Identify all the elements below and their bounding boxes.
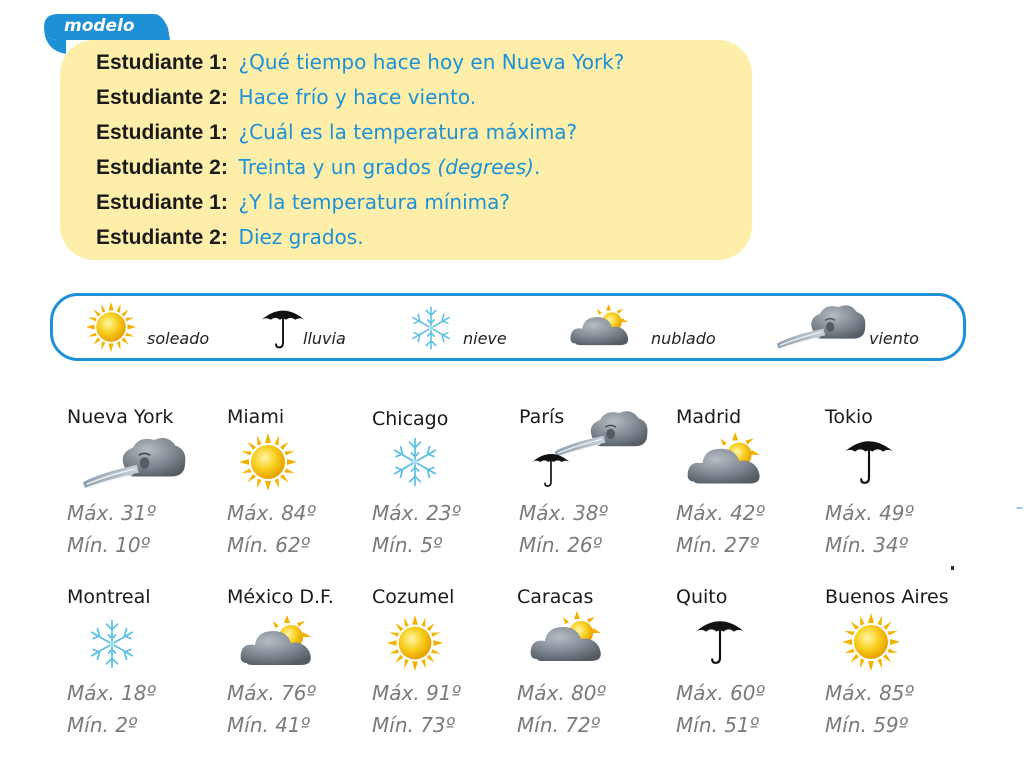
umbrella-icon (688, 616, 752, 668)
legend-item-nieve (407, 296, 527, 358)
city-name: Montreal (67, 586, 151, 608)
modelo-label: modelo (64, 16, 135, 36)
dialogue-line (96, 50, 624, 84)
legend-item-lluvia (257, 296, 377, 358)
temp-min: Mín. 72º (517, 713, 601, 737)
legend-label: nieve (463, 329, 507, 348)
utterance: Hace frío y hace viento. (238, 85, 477, 109)
city-name: Chicago (372, 408, 449, 430)
city-name: Caracas (517, 586, 594, 608)
dialogue-line (96, 155, 540, 189)
legend-label: nublado (651, 329, 716, 348)
speaker-label: Estudiante 2: (96, 226, 228, 249)
temp-min: Mín. 26º (519, 533, 603, 557)
legend-label: lluvia (303, 329, 346, 348)
wind-icon (81, 434, 187, 492)
city-quito (676, 586, 826, 746)
temp-min: Mín. 10º (67, 533, 151, 557)
temp-min: Mín. 59º (825, 713, 909, 737)
city-madrid (676, 406, 826, 566)
temp-min: Mín. 2º (67, 713, 138, 737)
city-name: Buenos Aires (825, 586, 949, 608)
temp-min: Mín. 62º (227, 533, 311, 557)
city-nueva-york (67, 406, 217, 566)
city-name: París (519, 406, 565, 428)
speaker-label: Estudiante 1: (96, 191, 228, 214)
city-name: Tokio (825, 406, 873, 428)
legend-label: viento (869, 329, 919, 348)
sun-icon (85, 301, 137, 353)
page-edge-mark: – (1016, 500, 1023, 516)
temp-max: Máx. 18º (67, 681, 156, 705)
utterance-aside: (degrees) (437, 155, 534, 179)
dialogue-line (96, 225, 364, 259)
cloud-icon (529, 610, 609, 668)
legend-item-nublado (569, 296, 729, 358)
city-name: Nueva York (67, 406, 174, 428)
utterance-tail: . (533, 155, 541, 179)
weather-legend (50, 293, 966, 361)
temp-max: Máx. 60º (676, 681, 765, 705)
utterance: Diez grados. (238, 225, 364, 249)
city-tokio (825, 406, 975, 566)
temp-max: Máx. 49º (825, 501, 914, 525)
temp-max: Máx. 23º (372, 501, 461, 525)
umbrella-icon (525, 450, 577, 490)
utterance: ¿Y la temperatura mínima? (238, 190, 510, 214)
sun-icon (238, 432, 298, 492)
city-mexico-df (227, 586, 377, 746)
city-buenos-aires (825, 586, 975, 746)
temp-min: Mín. 51º (676, 713, 760, 737)
temp-max: Máx. 31º (67, 501, 156, 525)
temp-max: Máx. 38º (519, 501, 608, 525)
temp-max: Máx. 91º (372, 681, 461, 705)
temp-min: Mín. 34º (825, 533, 909, 557)
model-dialogue (60, 40, 752, 260)
legend-item-viento (775, 296, 955, 358)
temp-max: Máx. 80º (517, 681, 606, 705)
city-name: México D.F. (227, 586, 334, 608)
utterance: ¿Qué tiempo hace hoy en Nueva York? (238, 50, 625, 74)
temp-max: Máx. 76º (227, 681, 316, 705)
snowflake-icon (388, 434, 442, 490)
cloud-icon (239, 614, 319, 672)
print-speck (951, 566, 954, 570)
snowflake-icon (85, 616, 139, 672)
dialogue-line (96, 190, 510, 224)
dialogue-line (96, 120, 577, 154)
city-name: Miami (227, 406, 285, 428)
wind-icon (775, 302, 867, 352)
city-miami (227, 406, 377, 566)
umbrella-icon (257, 306, 309, 352)
utterance (239, 155, 541, 179)
speaker-label: Estudiante 2: (96, 156, 228, 179)
temp-max: Máx. 84º (227, 501, 316, 525)
legend-label: soleado (147, 329, 210, 348)
temp-min: Mín. 27º (676, 533, 760, 557)
temp-max: Máx. 42º (676, 501, 765, 525)
legend-item-soleado (85, 296, 225, 358)
temp-min: Mín. 41º (227, 713, 311, 737)
utterance: ¿Cuál es la temperatura máxima? (238, 120, 578, 144)
city-name: Madrid (676, 406, 742, 428)
city-chicago (372, 406, 522, 566)
snowflake-icon (407, 304, 455, 352)
speaker-label: Estudiante 2: (96, 86, 228, 109)
speaker-label: Estudiante 1: (96, 51, 228, 74)
umbrella-icon (837, 436, 901, 488)
temp-min: Mín. 5º (372, 533, 443, 557)
temp-max: Máx. 85º (825, 681, 914, 705)
city-montreal (67, 586, 217, 746)
city-paris (519, 406, 669, 566)
utterance-text: Treinta y un grados (238, 155, 432, 179)
speaker-label: Estudiante 1: (96, 121, 228, 144)
sun-icon (386, 614, 444, 672)
cloud-icon (686, 432, 768, 490)
city-name: Cozumel (372, 586, 455, 608)
dialogue-line (96, 85, 476, 119)
city-name: Quito (676, 586, 728, 608)
city-cozumel (372, 586, 522, 746)
city-caracas (517, 586, 667, 746)
sun-icon (841, 612, 901, 672)
temp-min: Mín. 73º (372, 713, 456, 737)
cloud-icon (569, 304, 635, 350)
